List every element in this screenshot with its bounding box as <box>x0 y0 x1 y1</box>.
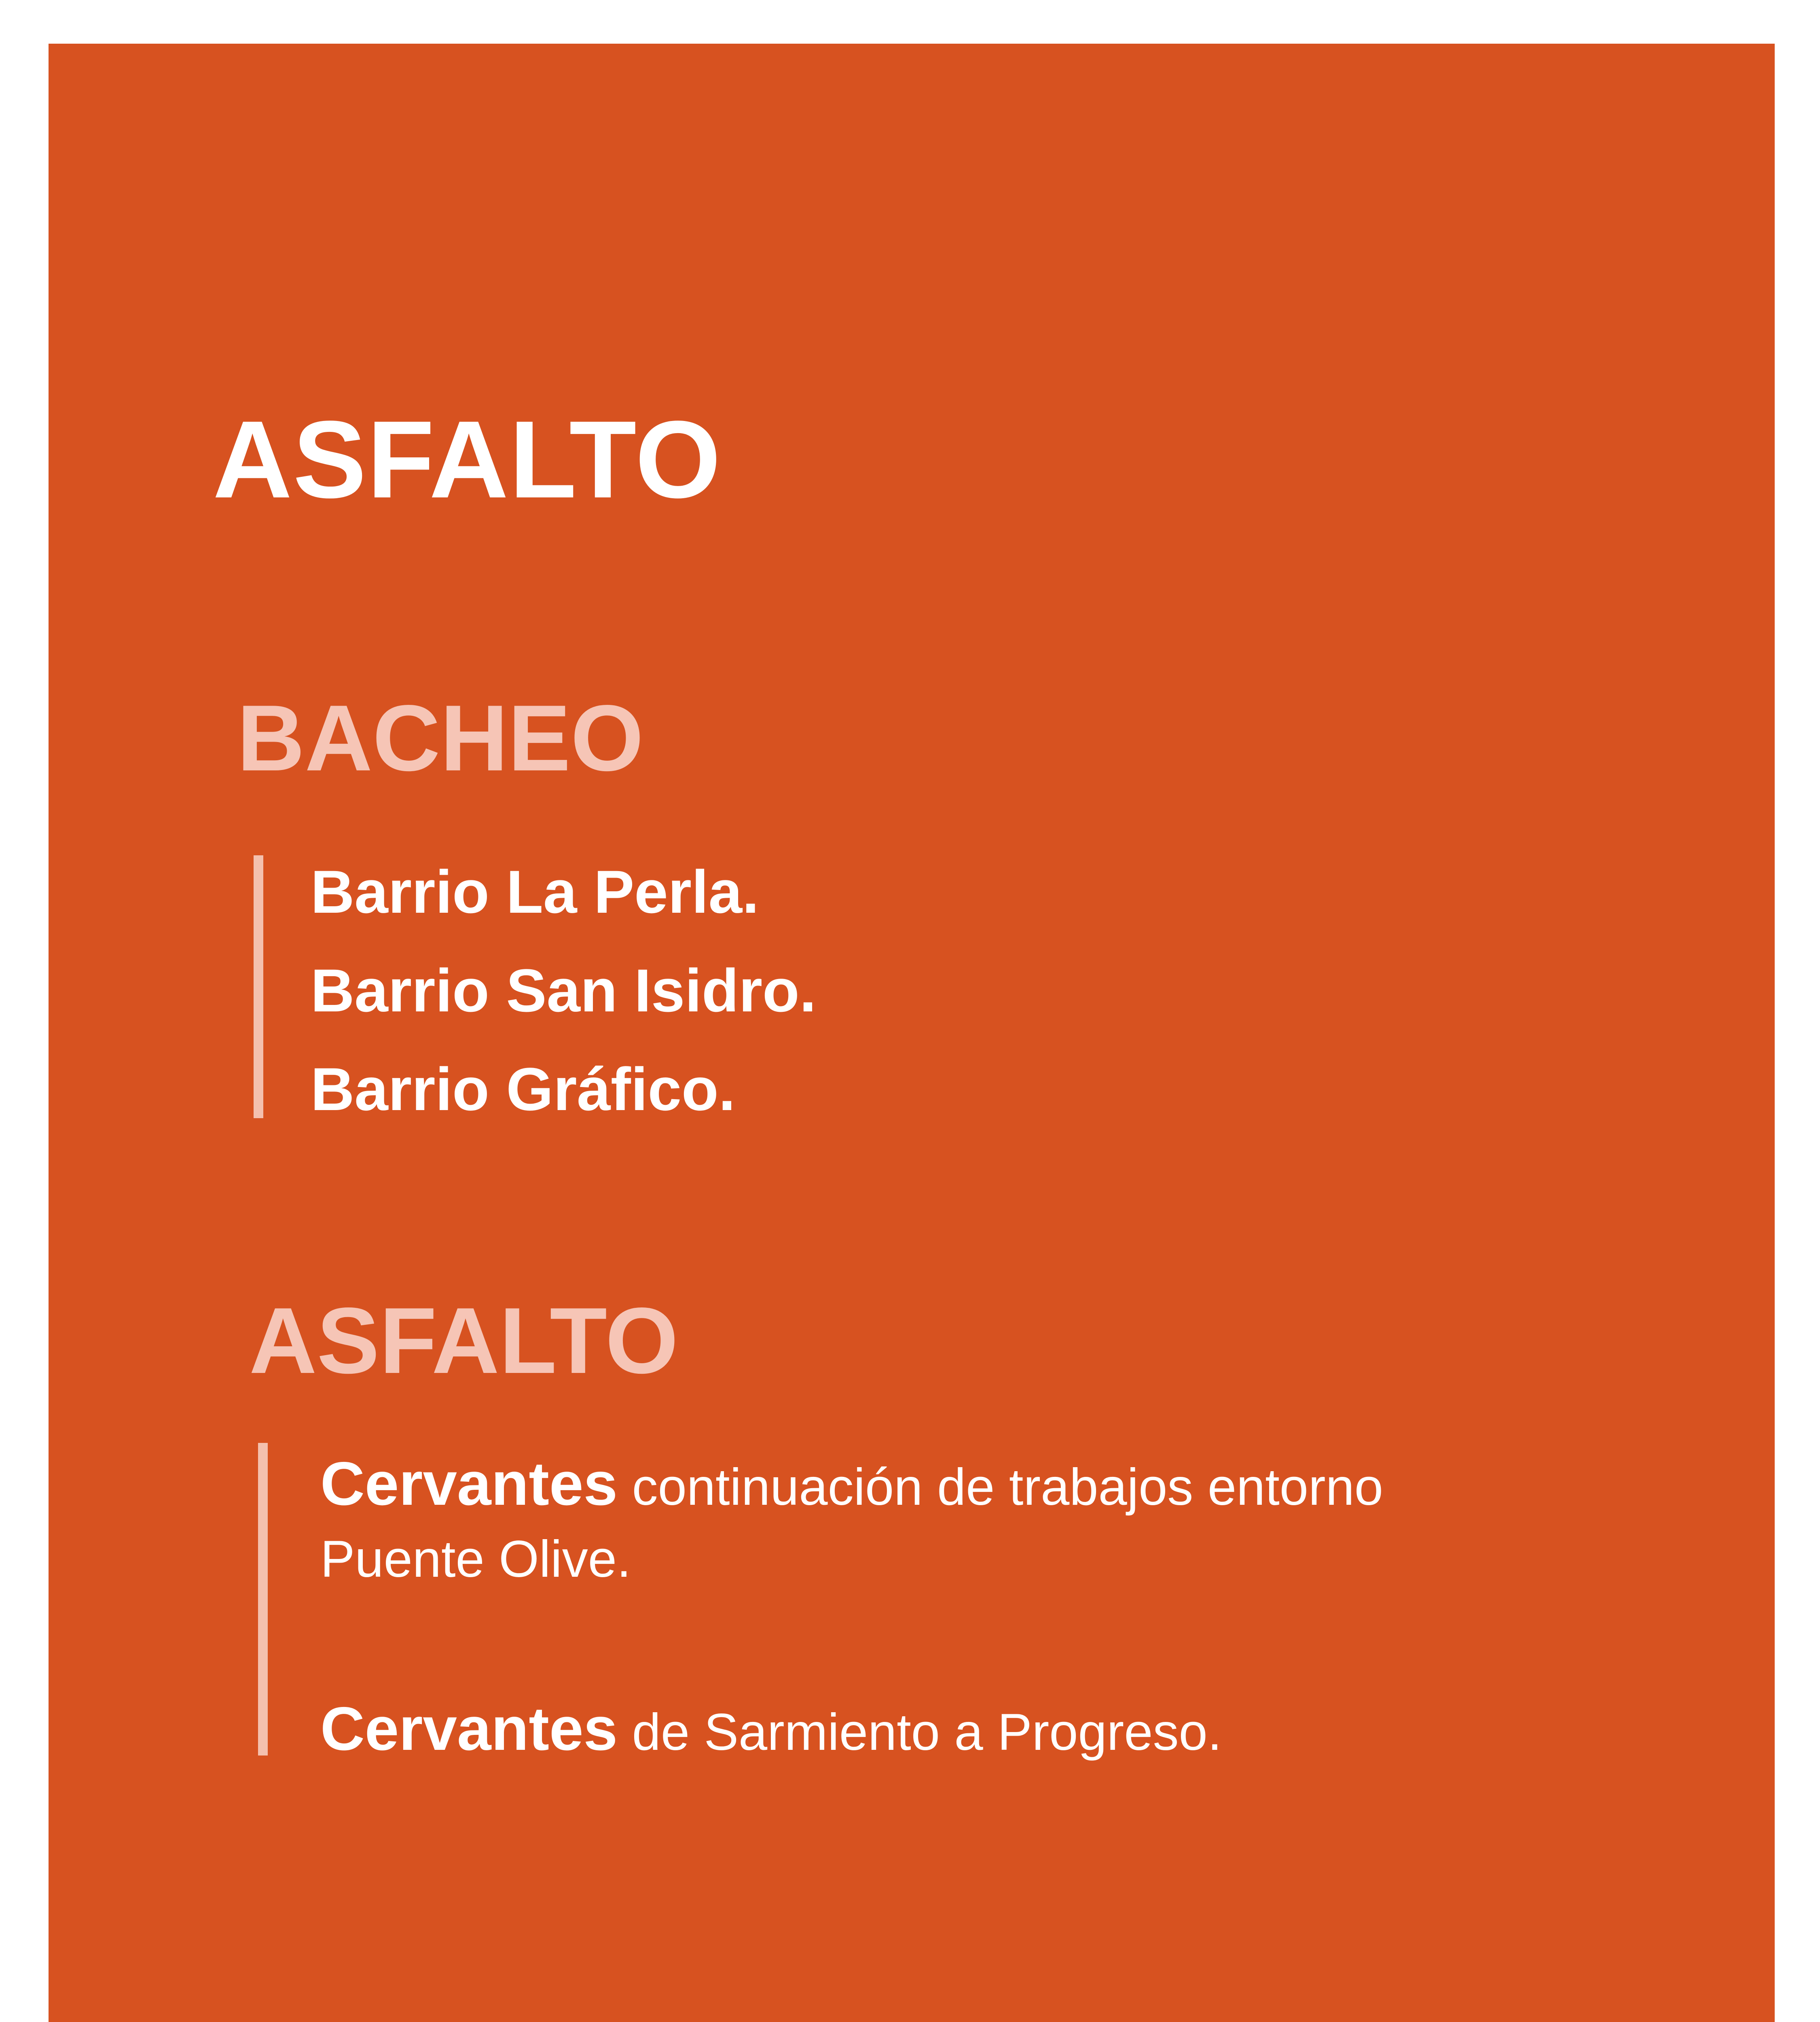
bacheo-list <box>311 853 816 1149</box>
section-accent-bar <box>258 1443 268 1756</box>
entry-detail: de Sarmiento a Progreso. <box>632 1703 1222 1761</box>
list-item: Barrio Gráfico. <box>311 1055 736 1123</box>
list-item: Barrio La Perla. <box>311 858 759 926</box>
section-title-asfalto: ASFALTO <box>249 1288 679 1393</box>
entry-street: Cervantes <box>320 1449 618 1518</box>
entry-street: Cervantes <box>320 1694 618 1763</box>
poster-title: ASFALTO <box>213 398 722 521</box>
asfalto-entry <box>320 1693 1534 1768</box>
list-item: Barrio San Isidro. <box>311 956 817 1024</box>
section-title-bacheo: BACHEO <box>237 686 644 791</box>
asfalto-entry <box>320 1448 1412 1595</box>
section-accent-bar <box>254 855 263 1118</box>
entry-detail: continuación de trabajos entorno Puente Olive. <box>320 1458 1383 1588</box>
